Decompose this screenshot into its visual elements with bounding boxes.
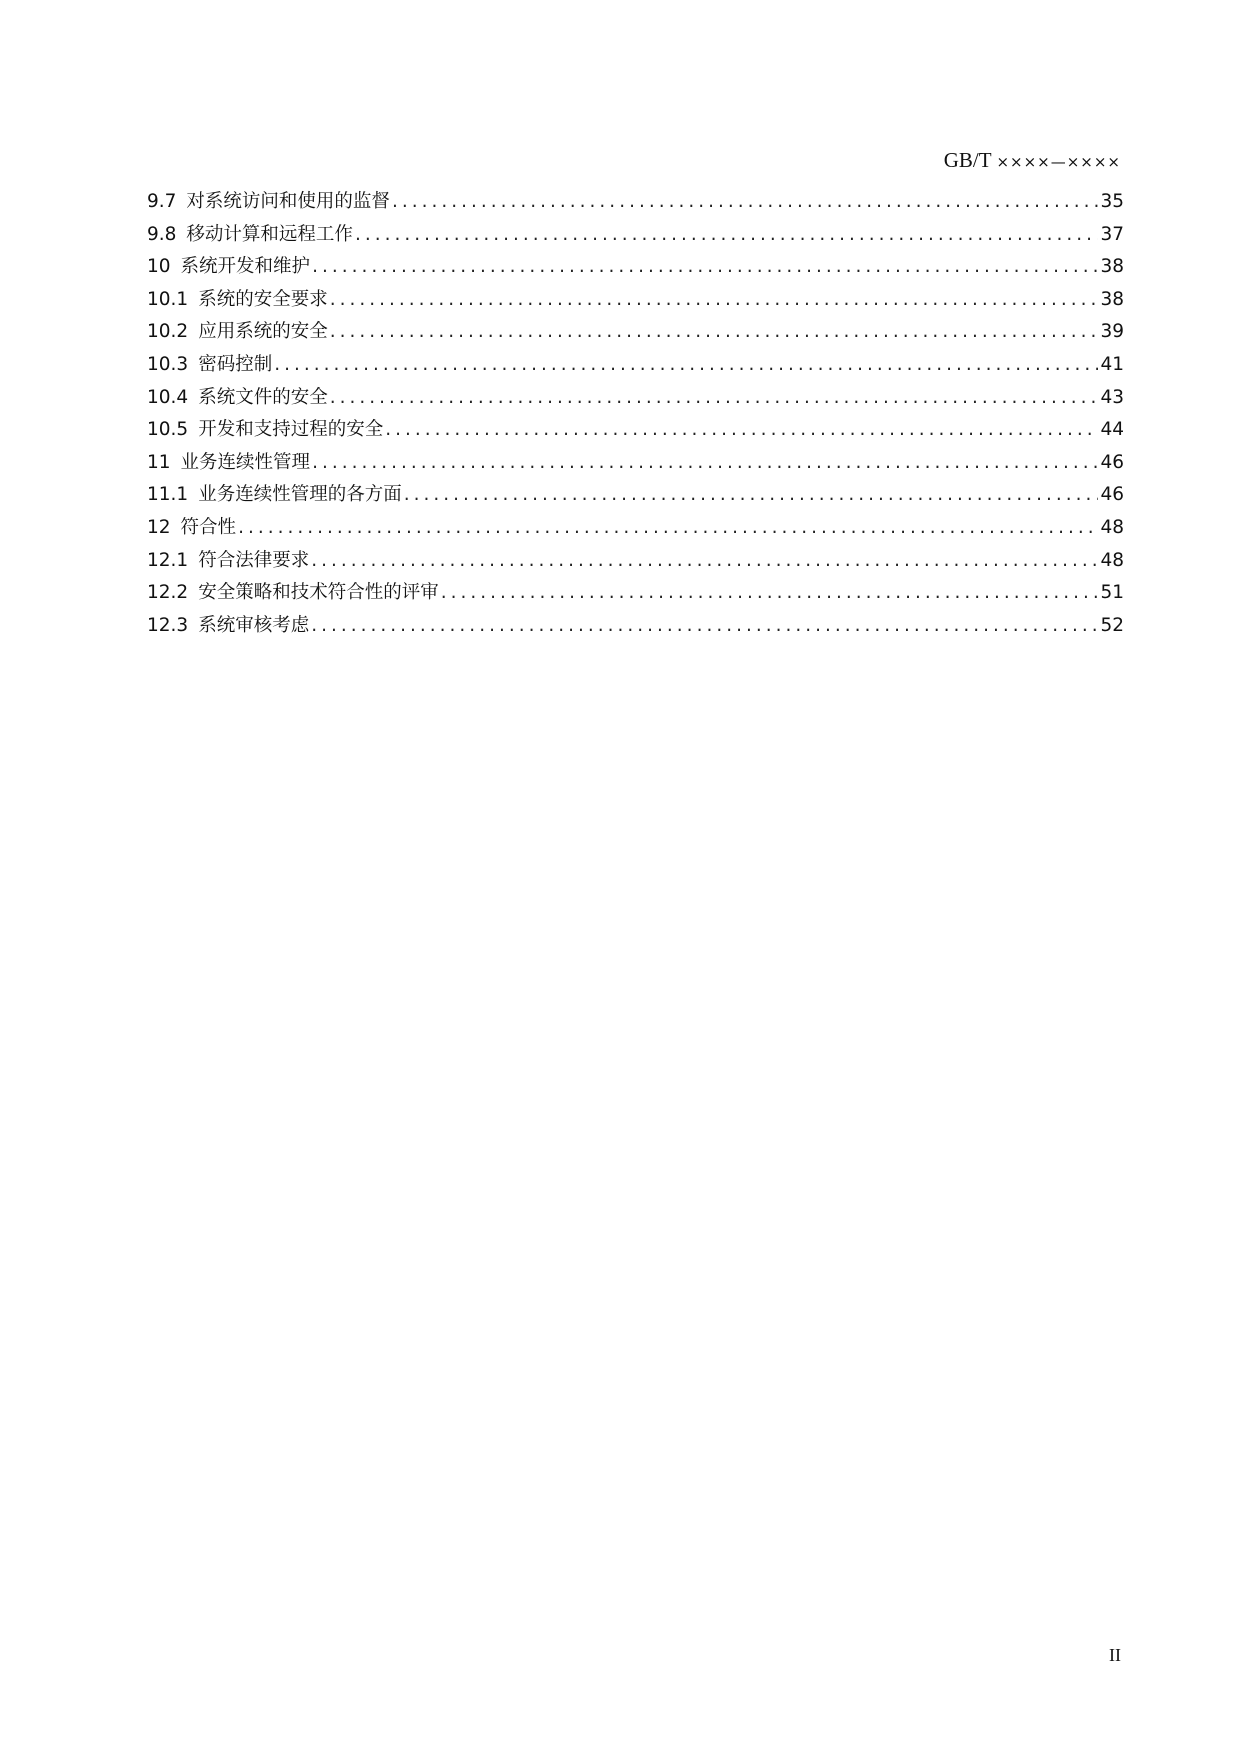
dot-leader <box>312 251 1098 284</box>
toc-entry-10-3[interactable] <box>147 349 1124 382</box>
toc-entry-number: 10.5 <box>147 419 189 441</box>
dot-leader <box>238 512 1098 545</box>
toc-entry-number: 10.3 <box>147 353 189 375</box>
toc-entry-page: 46 <box>1100 484 1124 506</box>
toc-entry-title: 对系统访问和使用的监督 <box>186 191 390 212</box>
toc-entry-10-4[interactable] <box>147 382 1124 415</box>
toc-entry-number: 11 <box>147 451 171 473</box>
toc-entry-10-1[interactable] <box>147 284 1124 317</box>
toc-entry-number: 10.2 <box>147 321 189 343</box>
toc-entry-number: 10 <box>147 256 171 278</box>
toc-entry-page: 41 <box>1100 353 1124 375</box>
toc-entry-title: 系统的安全要求 <box>198 288 328 310</box>
toc-entry-title: 安全策略和技术符合性的评审 <box>198 582 439 604</box>
dot-leader <box>330 316 1099 349</box>
toc-entry-number: 12 <box>147 516 171 538</box>
toc-entry-title: 符合性 <box>180 516 237 538</box>
toc-entry-number: 10.1 <box>147 288 189 310</box>
toc-entry-title: 密码控制 <box>198 353 273 375</box>
toc-entry-12-1[interactable] <box>147 545 1124 578</box>
dot-leader <box>311 610 1098 643</box>
document-code-prefix: GB/T <box>943 148 997 172</box>
toc-entry-page: 48 <box>1100 516 1124 538</box>
toc-entry-title: 系统文件的安全 <box>198 386 328 408</box>
toc-entry-title: 符合法律要求 <box>198 549 310 571</box>
toc-entry-title: 移动计算和远程工作 <box>186 223 353 245</box>
toc-entry-page: 44 <box>1100 419 1124 441</box>
document-code-number: ××××—×××× <box>996 153 1121 171</box>
dot-leader <box>311 545 1098 578</box>
dot-leader <box>274 349 1098 382</box>
toc-entry-12[interactable] <box>147 512 1124 545</box>
toc-entry-number: 11.1 <box>147 484 189 506</box>
dot-leader <box>312 447 1098 480</box>
toc-entry-number: 12.2 <box>147 582 189 604</box>
toc-entry-title: 系统开发和维护 <box>180 256 311 278</box>
dot-leader <box>404 479 1099 512</box>
dot-leader <box>330 284 1099 317</box>
toc-entry-number: 9.8 <box>147 223 177 245</box>
toc-entry-10[interactable] <box>147 251 1124 284</box>
toc-entry-page: 46 <box>1100 451 1124 473</box>
toc-entry-page: 48 <box>1100 549 1124 571</box>
toc-entry-9-7[interactable] <box>147 186 1124 219</box>
toc-entry-title: 业务连续性管理 <box>180 451 311 473</box>
toc-entry-page: 38 <box>1100 256 1124 278</box>
document-code-header <box>944 146 1121 176</box>
toc-entry-number: 12.1 <box>147 549 189 571</box>
dot-leader <box>355 219 1099 252</box>
dot-leader <box>385 414 1098 447</box>
toc-entry-11-1[interactable] <box>147 479 1124 512</box>
toc-entry-title: 应用系统的安全 <box>198 321 328 343</box>
toc-entry-title: 业务连续性管理的各方面 <box>198 484 402 506</box>
toc-entry-10-2[interactable] <box>147 316 1124 349</box>
toc-entry-page: 52 <box>1100 614 1124 636</box>
toc-entry-title: 系统审核考虑 <box>198 614 310 636</box>
page-number: II <box>1109 1645 1121 1665</box>
toc-entry-number: 12.3 <box>147 614 189 636</box>
toc-entry-10-5[interactable] <box>147 414 1124 447</box>
toc-entry-12-3[interactable] <box>147 610 1124 643</box>
toc-entry-page: 37 <box>1100 223 1124 245</box>
toc-entry-page: 39 <box>1100 321 1124 343</box>
dot-leader <box>441 577 1099 610</box>
toc-entry-page: 43 <box>1100 386 1124 408</box>
toc-entry-12-2[interactable] <box>147 577 1124 610</box>
toc-entry-page: 38 <box>1100 288 1124 310</box>
toc-entry-9-8[interactable] <box>147 219 1124 252</box>
toc-entry-page: 35 <box>1100 191 1124 212</box>
toc-entry-number: 10.4 <box>147 386 189 408</box>
toc-entry-page: 51 <box>1100 582 1124 604</box>
toc-entry-title: 开发和支持过程的安全 <box>198 419 384 441</box>
toc-entry-11[interactable] <box>147 447 1124 480</box>
dot-leader <box>392 186 1099 219</box>
dot-leader <box>330 382 1099 415</box>
table-of-contents <box>147 186 1124 642</box>
toc-entry-number: 9.7 <box>147 191 177 212</box>
